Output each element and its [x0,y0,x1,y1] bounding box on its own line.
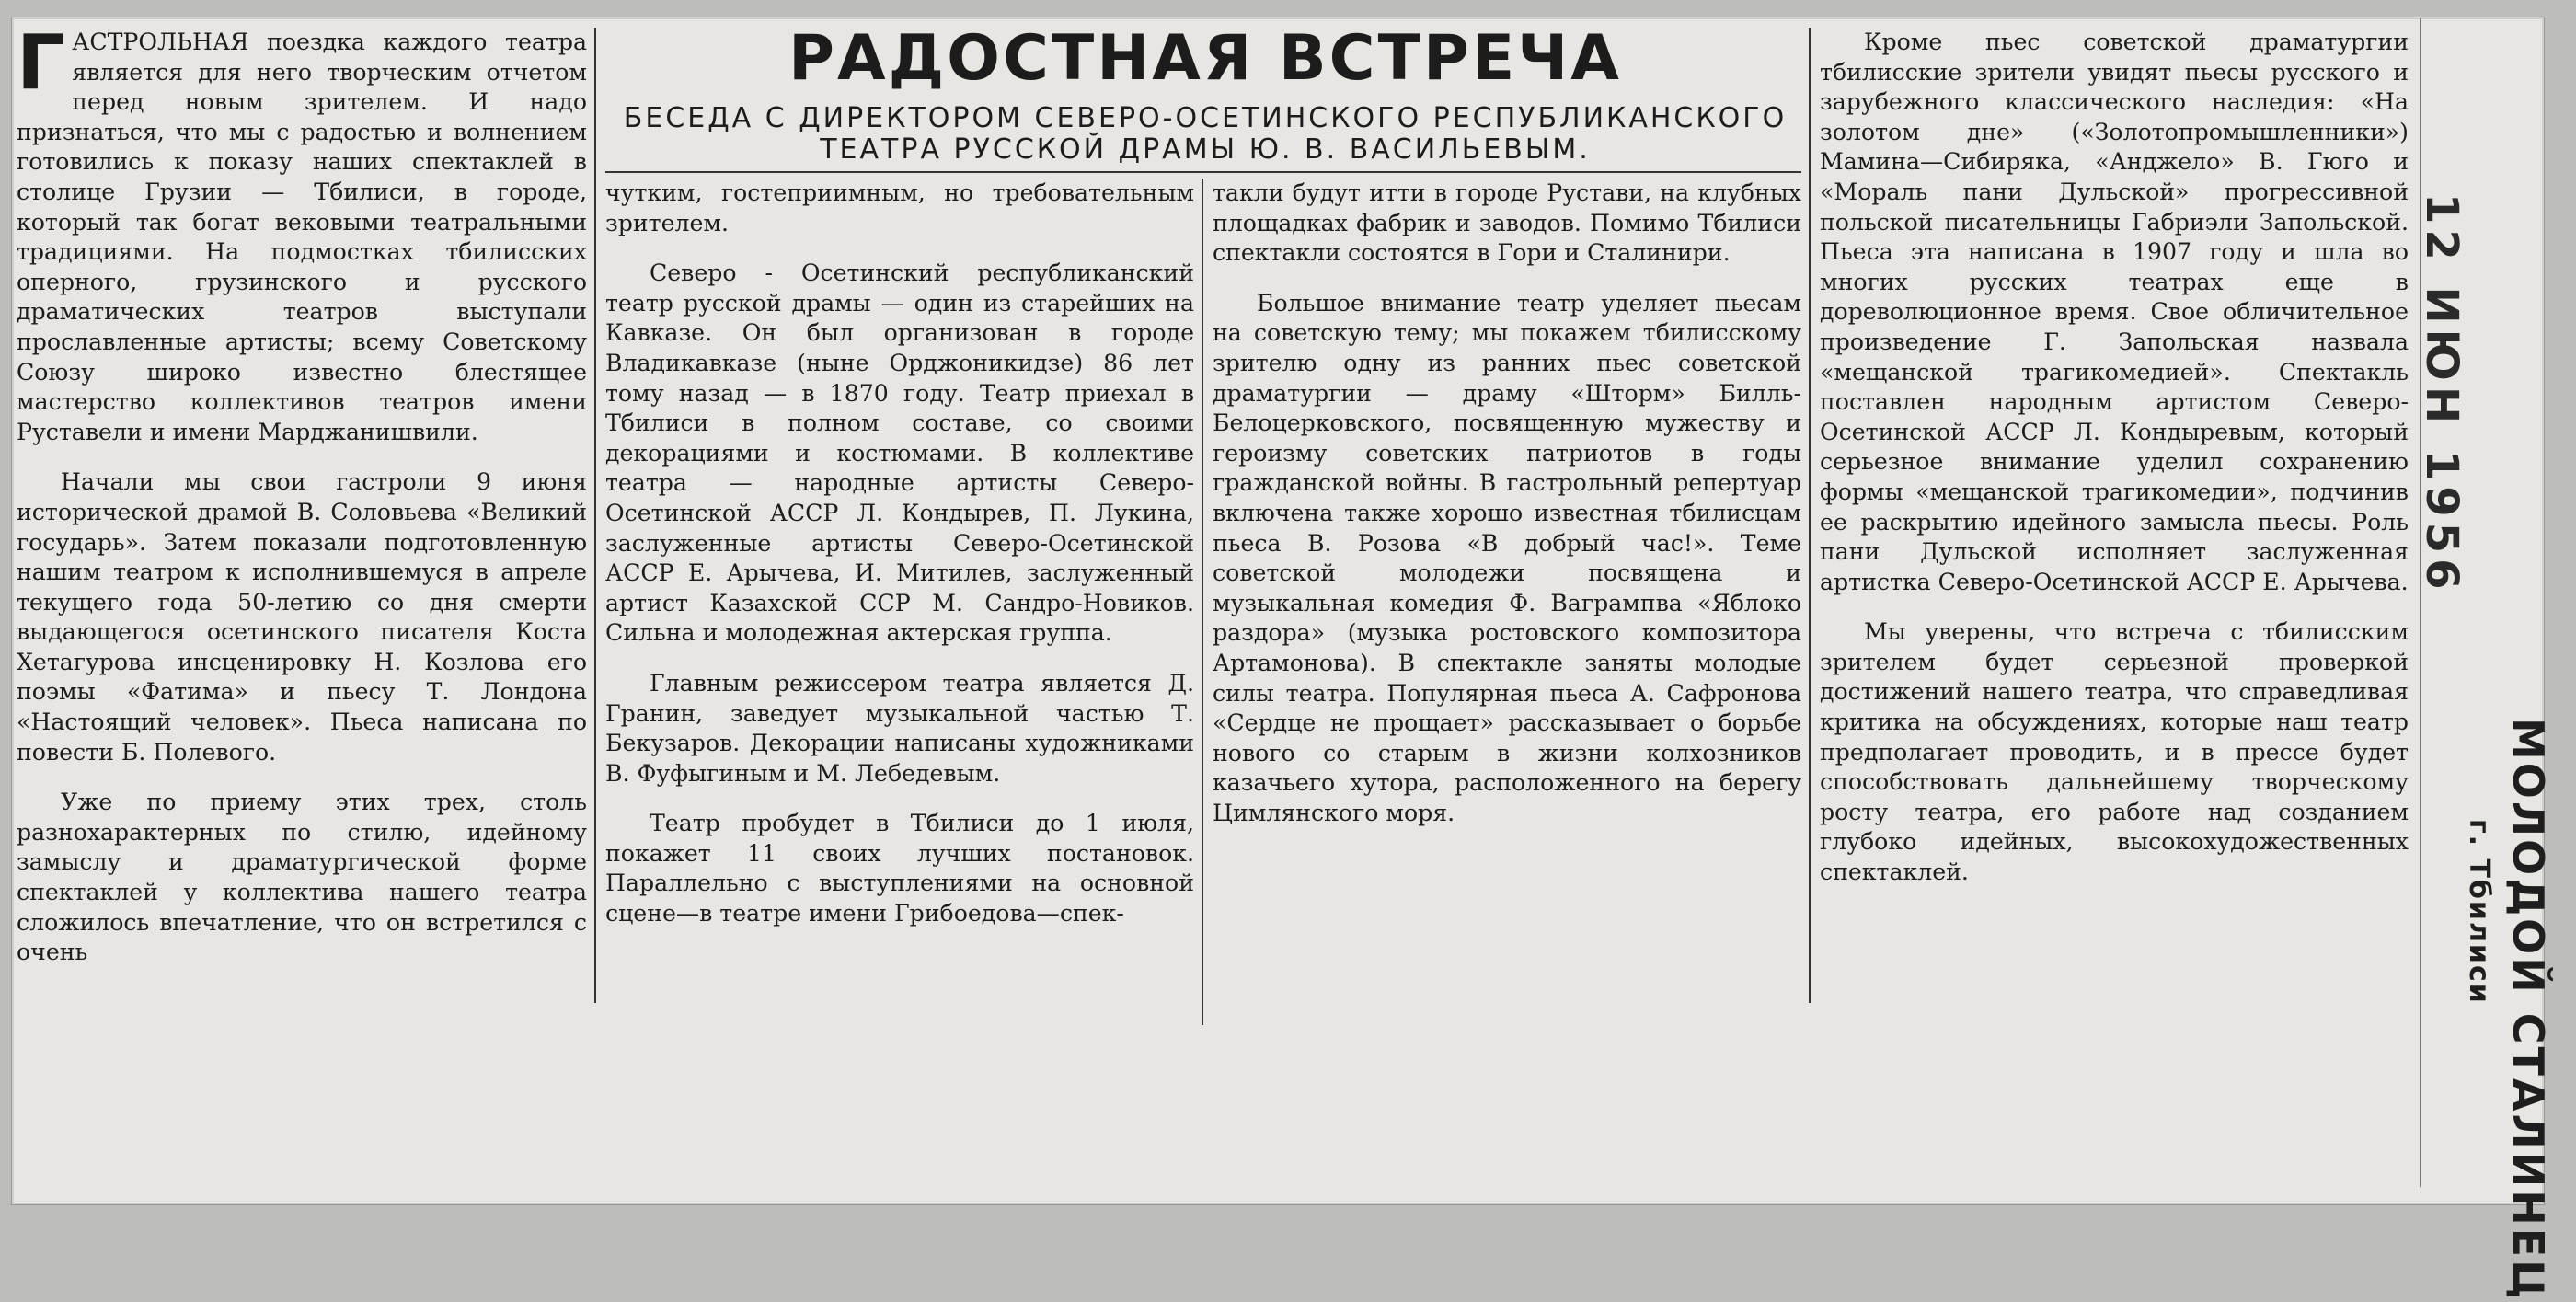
city-stamp: г. Тбилиси [2463,819,2495,1005]
column-1 [17,19,587,988]
column-2 [605,179,1194,950]
subheading: БЕСЕДА С ДИРЕКТОРОМ СЕВЕРО-ОСЕТИНСКОГО РЕСПУБЛИКАНСКОГО ТЕАТРА РУССКОЙ ДРАМЫ Ю. В. ВАСИЛЬЕВЫМ. [623,102,1788,166]
column-rule [594,28,596,1003]
paragraph-6: Театр пробудет в Тбилиси до 1 июля, покажет 11 своих лучших постановок. Параллельно с выступлениями на основной сцене—в театре имени Грибоедова—спек- [605,810,1194,928]
paragraph-9: Мы уверены, что встреча с тбилисским зрителем будет серьезной проверкой достижений нашего театра, что справедливая критика на обсуждениях, которые наш театр предполагает проводить, и в прессе будет способствовать дальнейшему творческому росту театра, его работе над созданием глубоко идейных, высокохудожественных спектаклей. [1820,618,2409,886]
paragraph-1-text: АСТРОЛЬНАЯ поездка каждого театра является для него творческим отчетом перед новым зрителем. И надо признаться, что мы с радостью и волнением готовились к показу наших спектаклей в столице Грузии — Тбилиси, в городе, который так богат вековыми театральными традициями. На подмостках тбилисских оперного, грузинского и русского драматических театров выступали прославленные артисты; всему Советскому Союзу широко известно блестящее мастерство коллективов театров имени Руставели и имени Марджанишвили. [17,29,587,445]
column-rule [1202,179,1203,1025]
column-rule [1809,28,1811,1003]
newspaper-name-stamp: МОЛОДОЙ СТАЛИНЕЦ [2503,718,2553,1302]
headline: РАДОСТНАЯ ВСТРЕЧА [788,22,1622,95]
paragraph-4: Северо - Осетинский республиканский театр русской драмы — один из старейших на Кавказе. Он был организован в городе Владикавказе (ныне Орджоникидзе) 86 лет тому назад — в 1870 году. Театр приехал в Тбилиси в полном составе, со своими декорациями и костюмами. В коллективе театра — народные артисты Северо-Осетинской АССР Л. Кондырев, П. Лукина, заслуженные артисты Северо-Осетинской АССР Е. Арычева, И. Митилев, заслуженный артист Казахской ССР М. Сандро-Новиков. Сильна и молодежная актерская группа. [605,259,1194,647]
paragraph-3: Уже по приему этих трех, столь разнохарактерных по стилю, идейному замыслу и драматургической форме спектаклей у коллектива нашего театра сложилось впечатление, что он встретился с очень [17,789,587,966]
column-3 [1213,179,1801,848]
paragraph-7: Большое внимание театр уделяет пьесам на советскую тему; мы покажем тбилисскому зрителю одну из ранних пьес советской драматургии — драму «Шторм» Билль-Белоцерковского, посвященную мужеству и героизму советских патриотов в годы гражданской войны. В гастрольный репертуар включена также хорошо известная тбилисцам пьеса В. Розова «В добрый час!». Теме советской молодежи посвящена и музыкальная комедия Ф. Вагрампва «Яблоко раздора» (музыка ростовского композитора Артамонова). В спектакле заняты молодые силы театра. Популярная пьеса А. Сафронова «Сердце не прощает» рассказывает о борьбе нового со старым в жизни колхозников казачьего хутора, расположенного на берегу Цимлянского моря. [1213,289,1801,826]
paragraph-2: Начали мы свои гастроли 9 июня исторической драмой В. Соловьева «Великий государь». Затем показали подготовленную нашим театром к исполнившемуся в апреле текущего года 50-летию со дня смерти выдающегося осетинского писателя Коста Хетагурова инсценировку Н. Козлова его поэмы «Фатима» и пьесу Т. Лондона «Настоящий человек». Пьеса написана по повести Б. Полевого. [17,468,587,766]
date-stamp: 12 ИЮН 1956 [2416,193,2467,595]
paragraph-3-continued: чутким, гостеприимным, но требовательным зрителем. [605,179,1194,236]
column-4 [1820,28,2409,908]
header-rule [605,171,1801,173]
drop-cap: Г [17,19,65,107]
paragraph-5: Главным режиссером театра является Д. Гранин, заведует музыкальной частью Т. Бекузаров. Декорации написаны художниками В. Фуфыгиным и М. Лебедевым. [605,669,1194,787]
paragraph-6-continued: такли будут итти в городе Рустави, на клубных площадках фабрик и заводов. Помимо Тбилиси спектакли состоятся в Гори и Сталинири. [1213,179,1801,267]
paragraph-8: Кроме пьес советской драматургии тбилисские зрители увидят пьесы русского и зарубежного классического наследия: «На золотом дне» («Золотопромышленники») Мамина—Сибиряка, «Анджело» В. Гюго и «Мораль пани Дульской» прогрессивной польской писательницы Габриэли Запольской. Пьеса эта написана в 1907 году и шла во многих русских театрах еще в дореволюционное время. Свое обличительное произведение Г. Запольская назвала «мещанской трагикомедией». Спектакль поставлен народным артистом Северо-Осетинской АССР Л. Кондыревым, который серьезное внимание уделил сохранению формы «мещанской трагикомедии», подчинив ее раскрытию идейного замысла пьесы. Роль пани Дульской исполняет заслуженная артистка Северо-Осетинской АССР Е. Арычева. [1820,29,2409,595]
paragraph-1 [17,19,587,447]
